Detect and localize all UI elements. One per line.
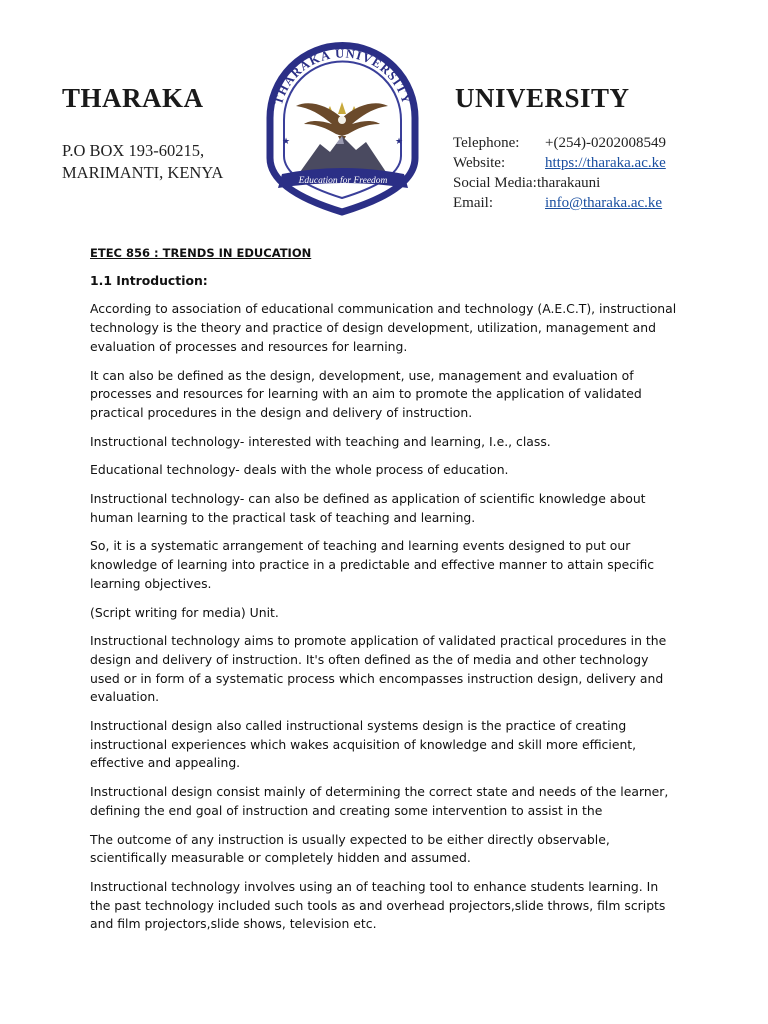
address-line: P.O BOX 193-60215, [62,141,205,160]
paragraph: Instructional technology involves using an of teaching tool to enhance students learning. In the past technology included such tools as and overhead projectors,slide throws, film scripts and film projectors,slide shows, television etc. [90,878,666,932]
paragraph: Instructional technology- interested with teaching and learning, I.e., class. [90,433,551,449]
university-name-left: THARAKA [62,83,204,113]
paragraph: Instructional technology aims to promote application of validated practical procedures in the design and delivery of instruction. It's often defined as the of media and other technology used or in form of a systematic process which encompasses instruction design, delivery and evaluation. [90,633,667,705]
paragraph: Instructional design also called instructional systems design is the practice of creating instructional experiences which wakes acquisition of knowledge and skill more efficient, effective and appealing. [90,718,637,771]
contact-label: Telephone: [453,135,520,151]
paragraph: (Script writing for media) Unit. [90,604,279,620]
university-name-right: UNIVERSITY [455,83,630,113]
letterhead [0,0,768,225]
paragraph: So, it is a systematic arrangement of teaching and learning events designed to put our knowledge of learning into practice in a predictable and effective manner to attain specific learning objectives. [90,538,655,591]
document-title: ETEC 856 : TRENDS IN EDUCATION [90,246,312,260]
university-seal-logo [260,40,425,218]
paragraph: According to association of educational communication and technology (A.E.C.T), instructional technology is the theory and practice of design development, utilization, management and evaluation of processes and resources for learning. [90,301,677,354]
telephone-value: +(254)-0202008549 [545,135,666,151]
paragraph: Educational technology- deals with the whole process of education. [90,462,509,478]
contact-telephone [453,133,666,153]
contact-social [453,173,666,193]
section-heading: 1.1 Introduction: [90,272,208,288]
seal-motto: Education for Freedom [298,176,388,186]
seal-arc-text: THARAKA UNIVERSITY [271,46,414,107]
email-link[interactable]: info@tharaka.ac.ke [545,195,663,211]
paragraph: Instructional design consist mainly of determining the correct state and needs of the learner, defining the end goal of instruction and creating some intervention to assist in the [90,784,669,818]
paragraph: The outcome of any instruction is usually expected to be either directly observable, scientifically measurable or completely hidden and assumed. [90,831,610,866]
contact-website [453,153,666,173]
contact-email [453,193,666,213]
contact-label: Social Media: [453,175,537,191]
paragraph: It can also be defined as the design, development, use, management and evaluation of processes and resources for learning with an aim to promote the application of validated practical procedures in the design and delivery of instruction. [90,367,642,420]
website-link[interactable]: https://tharaka.ac.ke [545,155,666,171]
contact-label: Website: [453,155,506,171]
contact-label: Email: [453,195,493,211]
star-icon: ★ [282,136,291,146]
paragraph: Instructional technology- can also be defined as application of scientific knowledge about human learning to the practical task of teaching and learning. [90,491,646,525]
social-media-value: tharakauni [537,175,601,191]
contact-details [453,133,666,213]
postal-address [62,140,223,184]
star-icon: ★ [395,136,404,146]
document-body [90,244,680,944]
address-line: MARIMANTI, KENYA [62,163,224,182]
seal-graphic [260,40,425,218]
